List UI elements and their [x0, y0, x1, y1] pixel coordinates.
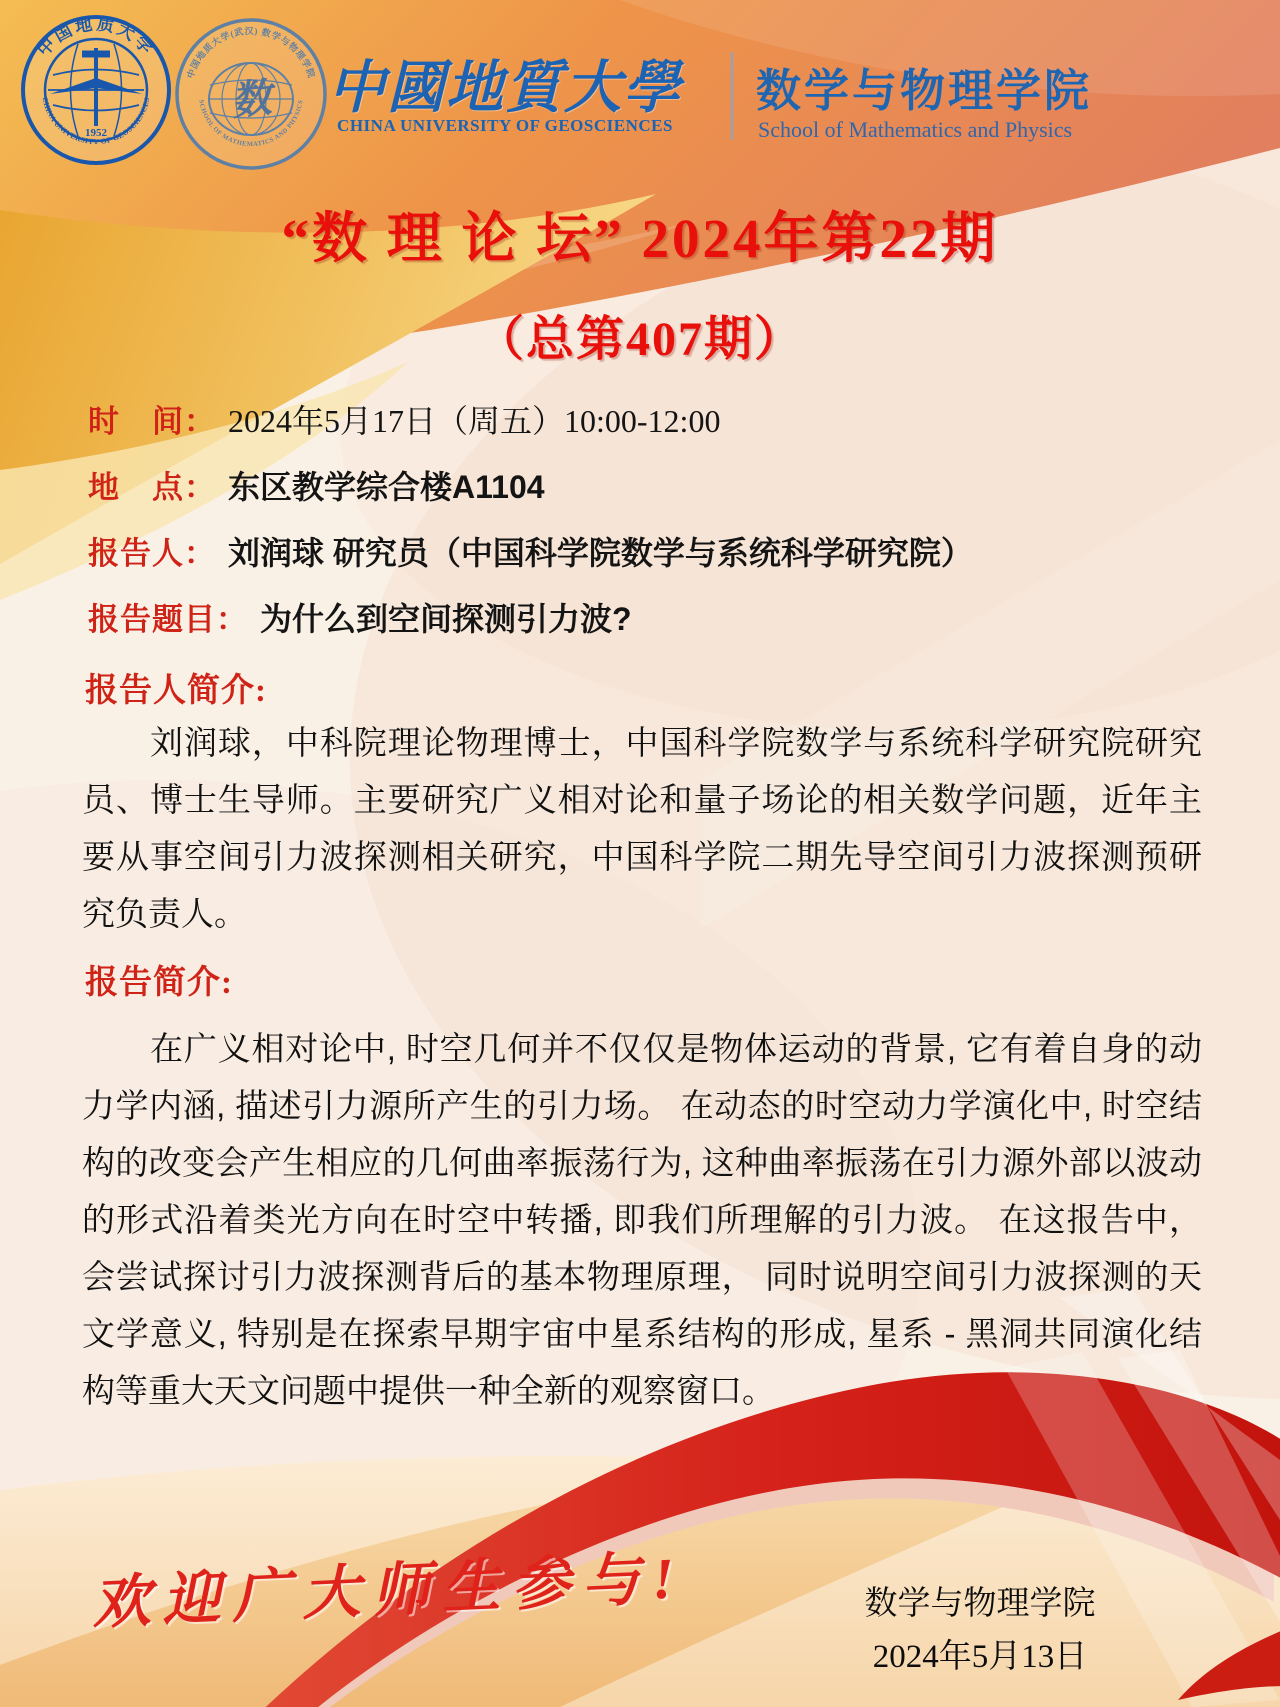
school-seal-ring-top: 中国地质大学(武汉) 数学与物理学院	[185, 25, 317, 80]
info-row-time	[88, 396, 1240, 442]
school-seal-ring-bottom: SCHOOL OF MATHEMATICS AND PHYSICS	[197, 99, 305, 149]
speaker-value: 刘润球 研究员（中国科学院数学与系统科学研究院）	[228, 535, 973, 571]
speaker-label: 报告人：	[88, 536, 216, 571]
time-label: 时 间：	[88, 404, 216, 439]
talk-abstract-heading: 报告简介:	[85, 965, 233, 1001]
welcome-message: 欢迎广大师生参与!	[90, 1545, 688, 1636]
university-name-en: CHINA UNIVERSITY OF GEOSCIENCES	[337, 116, 673, 135]
time-value: 2024年5月17日（周五）10:00-12:00	[228, 403, 721, 439]
speaker-bio-heading: 报告人简介:	[85, 673, 267, 709]
university-seal-ring-bottom: CHINA UNIVERSITY OF GEOSCIENCES	[40, 96, 152, 147]
footer-date: 2024年5月13日	[872, 1639, 1088, 1675]
talk-abstract-text: 在广义相对论中, 时空几何并不仅仅是物体运动的背景, 它有着自身的动力学内涵, 描述引力源所产生的引力场。 在动态的时空动力学演化中, 时空结构的改变会产生相应的几何曲率振荡行为, 这种曲率振荡在引力源外部以波动的形式沿着类光方向在时空中转播, 即我们所理解的引力波。 在这报告中， 会尝试探讨引力波探测背后的基本物理原理， 同时说明空间引力波探测的天文学意义, 特别是在探索早期宇宙中星系结构的形成, 星系 - 黑洞共同演化结构等重大天文问题中提供一种全新的观察窗口。	[82, 1030, 1202, 1409]
university-seal-year: 1952	[85, 127, 107, 139]
university-seal-ring-top: 中国地质大学	[33, 14, 159, 60]
school-seal-center-glyph: 数	[228, 75, 274, 124]
university-name-cn: 中國地質大學	[328, 57, 682, 120]
info-row-speaker	[88, 528, 1240, 574]
talk-title-label: 报告题目：	[88, 602, 248, 637]
footer-signature-block	[842, 1578, 1118, 1684]
info-row-location	[88, 462, 1240, 508]
school-name-en: School of Mathematics and Physics	[758, 117, 1073, 142]
talk-title-value: 为什么到空间探测引力波?	[260, 601, 632, 637]
footer-school-name: 数学与物理学院	[864, 1586, 1096, 1622]
university-seal-icon	[20, 14, 172, 166]
header-divider	[731, 52, 733, 140]
forum-title: “数 理 论 坛” 2024年第22期	[281, 208, 999, 269]
school-seal-icon	[174, 17, 328, 171]
location-label: 地 点：	[88, 470, 216, 505]
school-name-cn: 数学与物理学院	[756, 65, 1093, 116]
forum-issue-subtitle: （总第407期）	[475, 313, 804, 366]
speaker-bio-text: 刘润球，中科院理论物理博士，中国科学院数学与系统科学研究院研究员、博士生导师。主要研究广义相对论和量子场论的相关数学问题，近年主要从事空间引力波探测相关研究，中国科学院二期先导空间引力波探测预研究负责人。	[82, 724, 1202, 932]
info-row-talk-title	[88, 594, 1240, 640]
location-value: 东区教学综合楼A1104	[228, 469, 545, 505]
